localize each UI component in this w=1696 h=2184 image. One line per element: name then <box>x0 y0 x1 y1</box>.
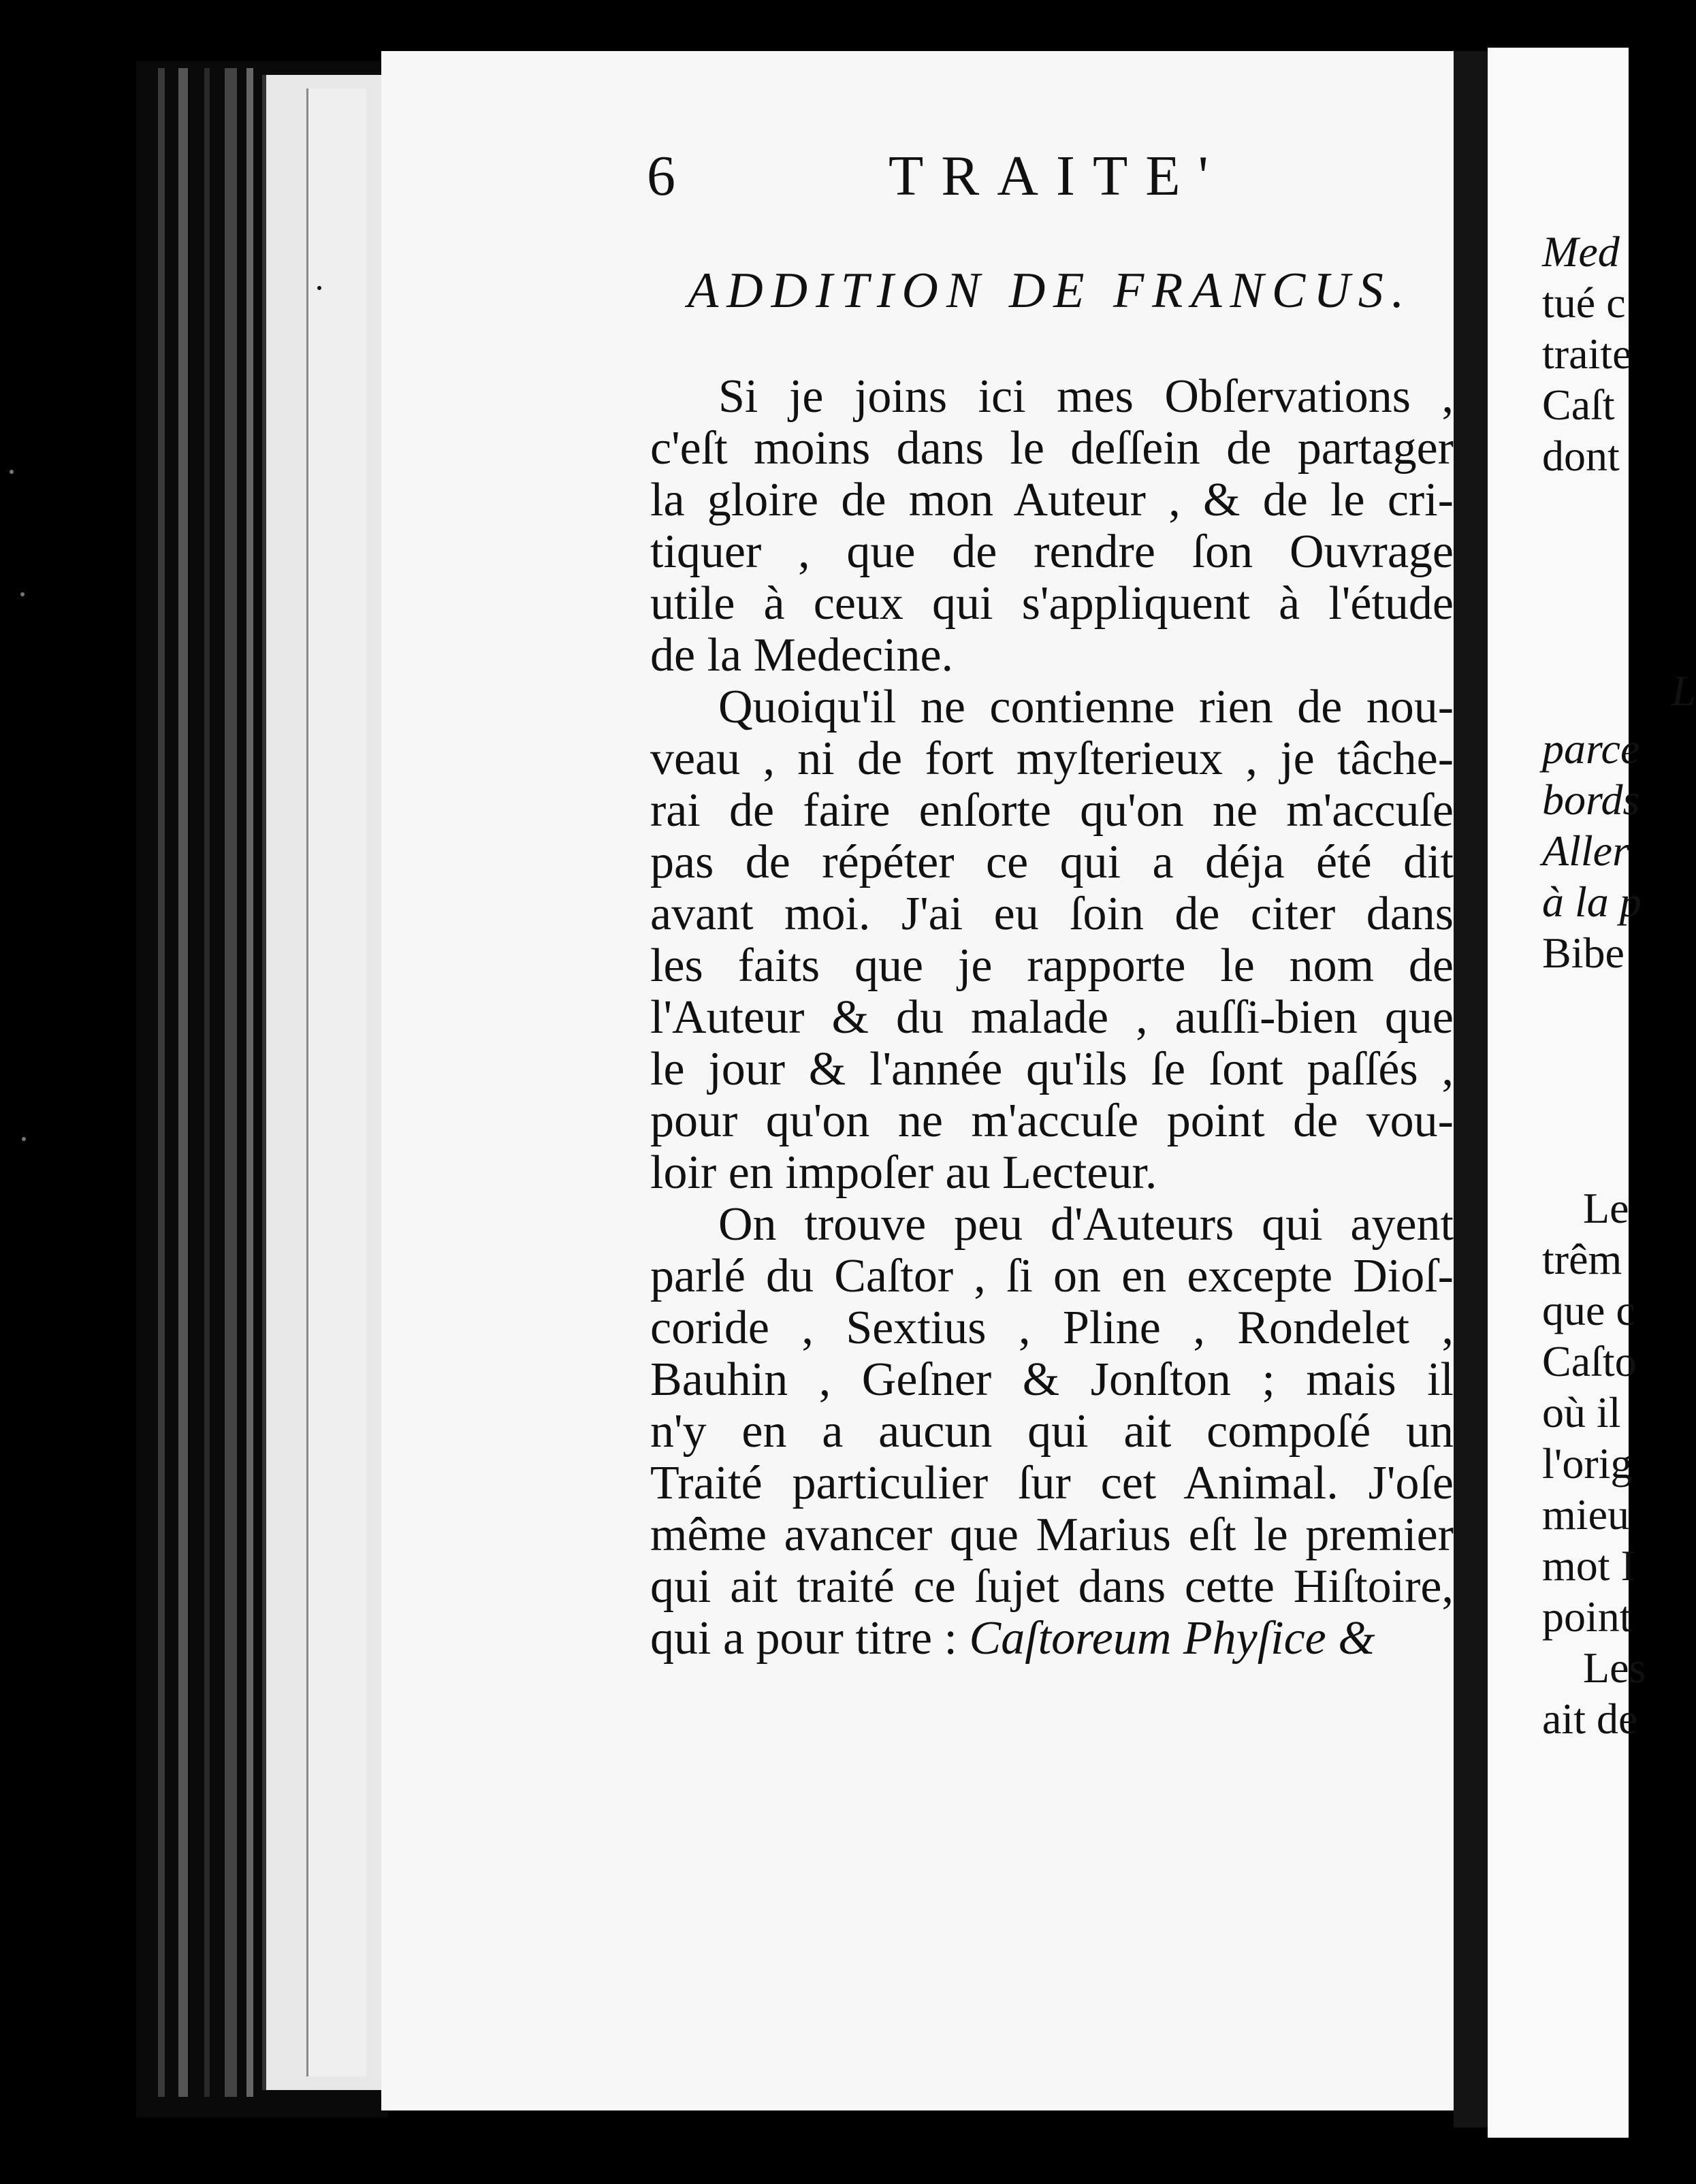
text-line: les faits que je rapporte le nom de <box>650 940 1454 992</box>
previous-leaf-inner <box>306 89 366 2076</box>
text-line: coride , Sextius , Pline , Rondelet , <box>650 1302 1454 1354</box>
text-line: parlé du Caſtor , ſi on en excepte Dioſ- <box>650 1250 1454 1302</box>
text-line: Bauhin , Geſner & Jonſton ; mais il <box>650 1353 1454 1406</box>
text-line: de la Medecine. <box>650 629 954 681</box>
facing-line: tué c <box>1542 278 1626 327</box>
page-edge-stripe <box>178 68 188 2097</box>
facing-line: Les <box>1583 1643 1646 1692</box>
facing-line: bords <box>1542 775 1640 824</box>
text-line: l'Auteur & du malade , auſſi-bien que <box>650 991 1454 1044</box>
last-line-start: qui a pour titre : <box>650 1612 970 1665</box>
facing-line: Bibe <box>1542 929 1625 977</box>
text-line: la gloire de mon Auteur , & de le cri- <box>650 474 1454 526</box>
text-line: même avancer que Marius eſt le premier <box>650 1509 1454 1561</box>
facing-line: où il <box>1542 1388 1621 1436</box>
text-line: Si je joins ici mes Obſervations , <box>718 370 1454 423</box>
speck <box>22 1137 26 1141</box>
facing-line: ait de <box>1542 1695 1638 1743</box>
facing-line: L <box>1671 667 1696 715</box>
page-number: 6 <box>647 144 675 208</box>
text-line: rai de faire enſorte qu'on ne m'accuſe <box>650 784 1454 837</box>
speck <box>10 470 14 474</box>
facing-line: trêm <box>1542 1235 1622 1283</box>
page-edge-stripe <box>225 68 237 2097</box>
facing-line: Caſt <box>1542 381 1615 429</box>
facing-line: mieu <box>1542 1490 1629 1539</box>
text-line: Quoiqu'il ne contienne rien de nou- <box>718 681 1454 733</box>
page-edge-stripe <box>246 68 253 2097</box>
body-text <box>650 371 1454 1665</box>
text-line-last <box>650 1613 1454 1665</box>
text-line: tiquer , que de rendre ſon Ouvrage <box>650 526 1454 578</box>
text-line: utile à ceux qui s'appliquent à l'étude <box>650 577 1454 630</box>
facing-line: mot I <box>1542 1541 1635 1590</box>
running-head <box>647 143 1430 225</box>
text-line: avant moi. J'ai eu ſoin de citer dans <box>650 888 1454 940</box>
text-line: c'eſt moins dans le deſſein de partager <box>650 422 1454 475</box>
text-line: loir en impoſer au Lecteur. <box>650 1146 1157 1199</box>
text-line: pas de répéter ce qui a déja été dit <box>650 836 1454 888</box>
facing-line: Aller <box>1542 826 1629 875</box>
text-line: pour qu'on ne m'accuſe point de vou- <box>650 1095 1454 1147</box>
facing-line: Le <box>1583 1184 1629 1232</box>
facing-line: dont <box>1542 432 1620 480</box>
text-line: On trouve peu d'Auteurs qui ayent <box>718 1198 1454 1251</box>
text-line: qui ait traité ce ſujet dans cette Hiſtoire, <box>650 1560 1454 1613</box>
section-title: ADDITION DE FRANCUS. <box>688 263 1413 319</box>
speck <box>317 286 321 290</box>
text-line: Traité particulier ſur cet Animal. J'oſe <box>650 1457 1454 1509</box>
facing-line: parce <box>1542 724 1640 773</box>
facing-line: que c <box>1542 1286 1635 1334</box>
text-line: n'y en a aucun qui ait compoſé un <box>650 1405 1454 1458</box>
text-line: veau , ni de fort myſterieux , je tâche- <box>650 733 1454 785</box>
facing-line: traite <box>1542 330 1632 378</box>
book-gutter <box>1454 51 1488 2127</box>
facing-line: point <box>1542 1592 1632 1641</box>
running-title: TRAITE' <box>889 144 1226 208</box>
facing-line: l'orig <box>1542 1439 1633 1488</box>
facing-line: Med <box>1542 227 1620 276</box>
page-edge-stripe <box>158 68 165 2097</box>
text-line: le jour & l'année qu'ils ſe ſont paſſés , <box>650 1043 1454 1095</box>
facing-page <box>1488 48 1696 2138</box>
page-edge-stripe <box>204 68 210 2097</box>
facing-line: à la p <box>1542 878 1642 926</box>
book-title-italic: Caſtoreum Phyſice & <box>969 1612 1375 1665</box>
speck <box>20 592 25 596</box>
facing-line: Caſto <box>1542 1337 1637 1385</box>
